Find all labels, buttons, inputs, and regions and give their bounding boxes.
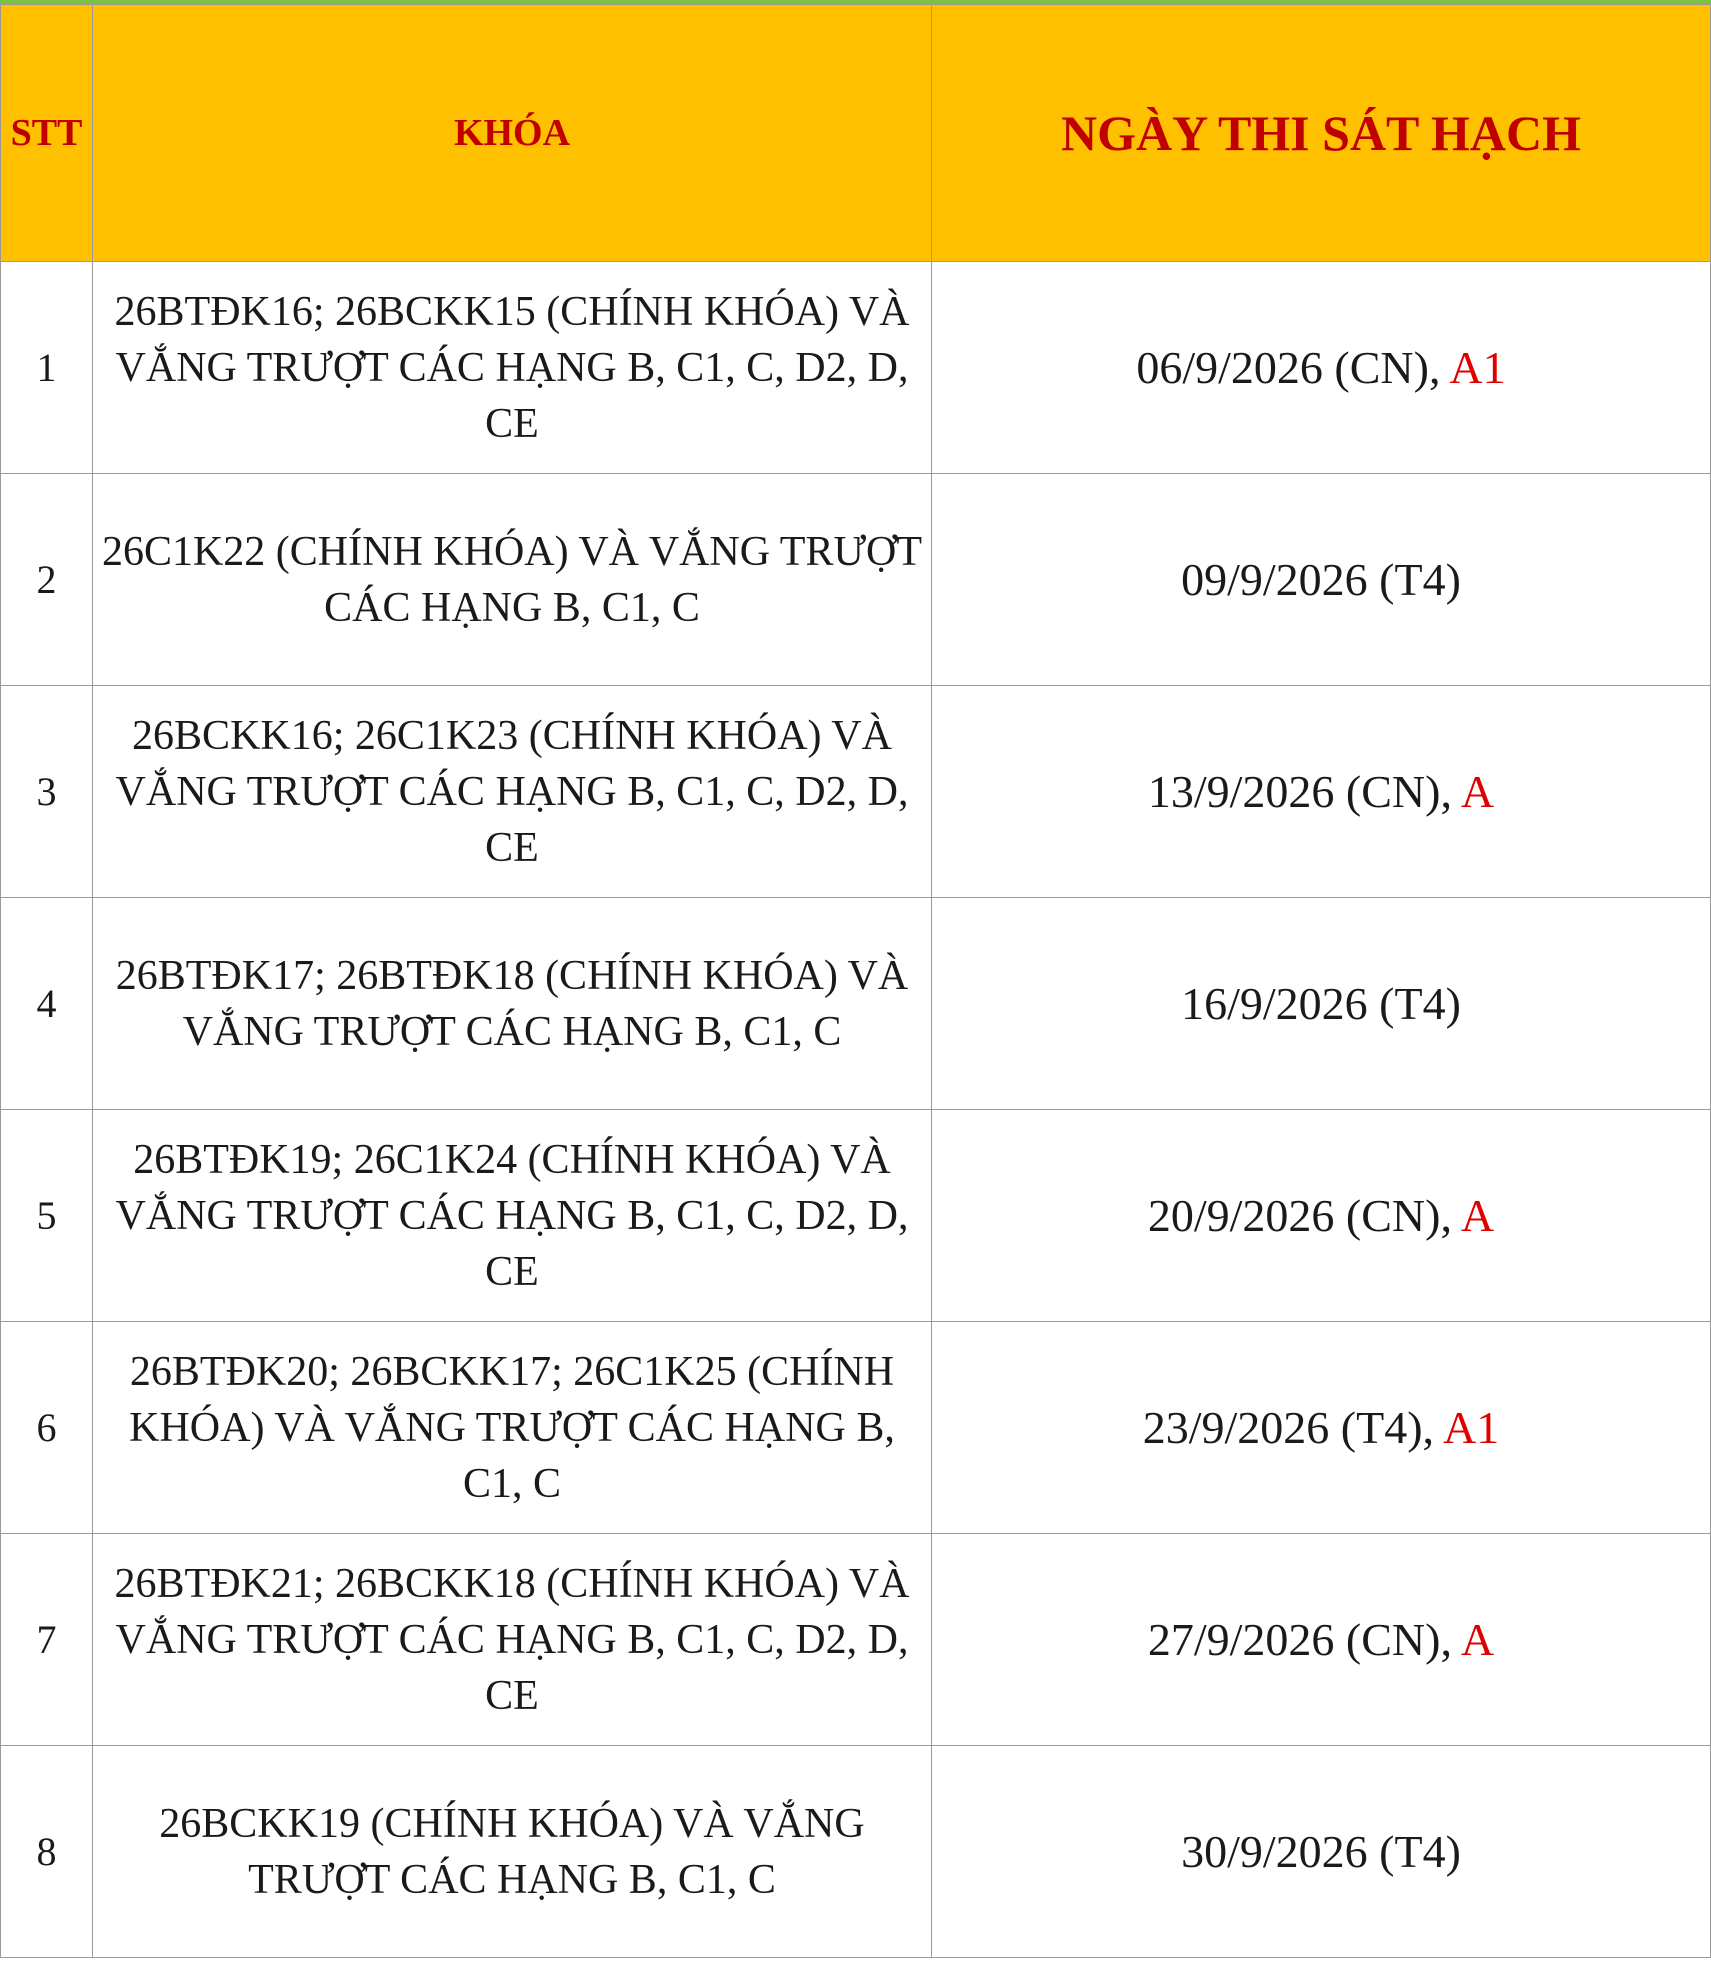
row-stt: 7 [1, 1534, 93, 1746]
row-stt: 4 [1, 898, 93, 1110]
row-exam-date [932, 1534, 1711, 1746]
grade-text: A1 [1443, 1401, 1500, 1453]
row-exam-date [932, 686, 1711, 898]
row-stt: 8 [1, 1746, 93, 1958]
table-row [1, 686, 1711, 898]
table-row [1, 1110, 1711, 1322]
row-course: 26BTĐK16; 26BCKK15 (CHÍNH KHÓA) VÀ VẮNG TRƯỢT CÁC HẠNG B, C1, C, D2, D, CE [93, 262, 932, 474]
table-header [1, 5, 1711, 262]
row-stt: 3 [1, 686, 93, 898]
row-exam-date [932, 1110, 1711, 1322]
row-course: 26BCKK19 (CHÍNH KHÓA) VÀ VẮNG TRƯỢT CÁC HẠNG B, C1, C [93, 1746, 932, 1958]
date-text: 09/9/2026 (T4) [1181, 553, 1461, 605]
date-text: 20/9/2026 (CN), [1147, 1189, 1461, 1241]
grade-text: A [1460, 1189, 1495, 1241]
table-row [1, 1746, 1711, 1958]
date-text: 30/9/2026 (T4) [1181, 1825, 1461, 1877]
row-course: 26BTĐK17; 26BTĐK18 (CHÍNH KHÓA) VÀ VẮNG TRƯỢT CÁC HẠNG B, C1, C [93, 898, 932, 1110]
row-course: 26BCKK16; 26C1K23 (CHÍNH KHÓA) VÀ VẮNG TRƯỢT CÁC HẠNG B, C1, C, D2, D, CE [93, 686, 932, 898]
table-row [1, 474, 1711, 686]
row-exam-date [932, 262, 1711, 474]
row-stt: 1 [1, 262, 93, 474]
row-exam-date [932, 1322, 1711, 1534]
row-course: 26BTĐK21; 26BCKK18 (CHÍNH KHÓA) VÀ VẮNG TRƯỢT CÁC HẠNG B, C1, C, D2, D, CE [93, 1534, 932, 1746]
row-course: 26BTĐK20; 26BCKK17; 26C1K25 (CHÍNH KHÓA) VÀ VẮNG TRƯỢT CÁC HẠNG B, C1, C [93, 1322, 932, 1534]
row-stt: 6 [1, 1322, 93, 1534]
date-text: 27/9/2026 (CN), [1147, 1613, 1461, 1665]
exam-schedule-table [0, 4, 1711, 1958]
grade-text: A1 [1449, 341, 1506, 393]
row-exam-date [932, 898, 1711, 1110]
header-course: KHÓA [93, 5, 932, 262]
table-row [1, 1534, 1711, 1746]
row-course: 26C1K22 (CHÍNH KHÓA) VÀ VẮNG TRƯỢT CÁC HẠNG B, C1, C [93, 474, 932, 686]
grade-text: A [1460, 1613, 1495, 1665]
grade-text: A [1460, 765, 1495, 817]
table-row [1, 1322, 1711, 1534]
table-row [1, 262, 1711, 474]
header-exam-date: NGÀY THI SÁT HẠCH [932, 5, 1711, 262]
table-row [1, 898, 1711, 1110]
header-stt: STT [1, 5, 93, 262]
date-text: 16/9/2026 (T4) [1181, 977, 1461, 1029]
row-stt: 5 [1, 1110, 93, 1322]
date-text: 06/9/2026 (CN), [1136, 341, 1450, 393]
date-text: 13/9/2026 (CN), [1147, 765, 1461, 817]
table-body [1, 262, 1711, 1958]
date-text: 23/9/2026 (T4), [1142, 1401, 1444, 1453]
row-exam-date [932, 1746, 1711, 1958]
row-stt: 2 [1, 474, 93, 686]
row-exam-date [932, 474, 1711, 686]
header-row [1, 5, 1711, 262]
row-course: 26BTĐK19; 26C1K24 (CHÍNH KHÓA) VÀ VẮNG TRƯỢT CÁC HẠNG B, C1, C, D2, D, CE [93, 1110, 932, 1322]
